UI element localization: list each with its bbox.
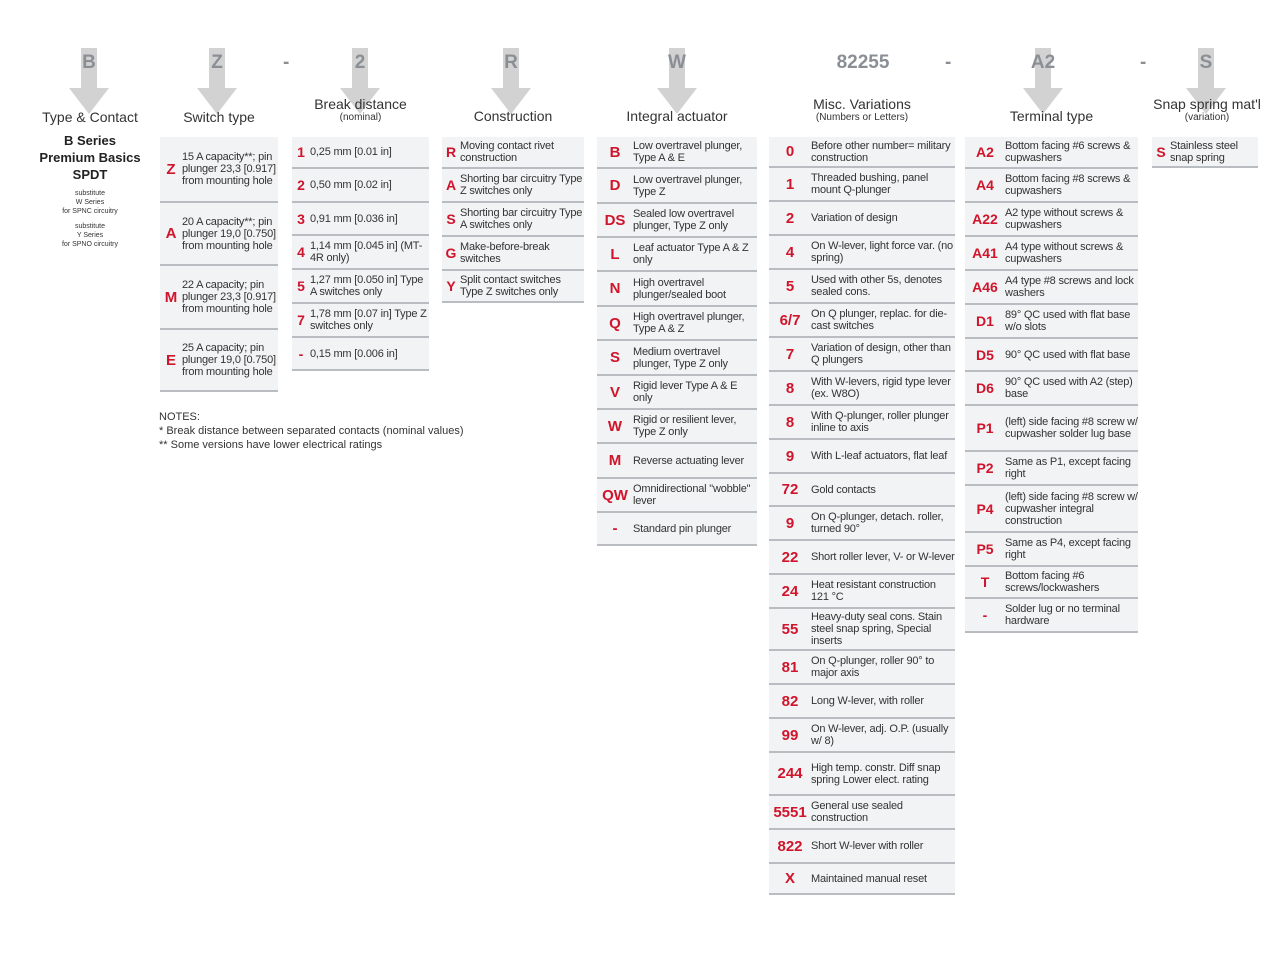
option-description: Shorting bar circuitry Type A switches only — [460, 207, 583, 231]
table-row — [769, 541, 955, 575]
option-code: G — [445, 245, 457, 261]
header-dash: - — [945, 52, 952, 73]
table-row — [965, 452, 1138, 486]
table-row — [769, 651, 955, 685]
option-code: P4 — [976, 500, 994, 517]
option-code: D — [609, 177, 621, 194]
title-integral-actuator: Integral actuator — [626, 108, 728, 124]
table-row — [769, 685, 955, 719]
option-code: 0 — [785, 143, 795, 160]
option-description: Standard pin plunger — [633, 522, 732, 535]
option-code: W — [607, 417, 623, 435]
table-row — [597, 169, 757, 204]
option-description: Leaf actuator Type A & Z only — [633, 242, 749, 266]
series-note: Y Series — [76, 232, 104, 239]
option-description: 0,15 mm [0.006 in] — [310, 347, 398, 360]
table-row — [769, 864, 955, 895]
table-row — [597, 513, 757, 546]
table-row — [1152, 137, 1258, 168]
table-row — [160, 266, 278, 330]
option-description: Short roller lever, V- or W-lever — [811, 551, 955, 563]
option-code: 244 — [777, 765, 803, 782]
option-code: P2 — [976, 460, 994, 476]
table-row — [965, 533, 1138, 567]
table-row — [965, 305, 1138, 339]
table-row — [769, 168, 955, 202]
option-description: On Q-plunger, detach. roller, turned 90° — [811, 511, 944, 535]
table-row — [769, 270, 955, 304]
switch-type-table — [160, 137, 278, 392]
option-description: Heat resistant construction 121 °C — [811, 579, 936, 603]
option-code: 4 — [785, 243, 795, 261]
option-code: A — [165, 225, 177, 242]
table-row — [160, 330, 278, 392]
table-row — [442, 237, 584, 271]
option-code: S — [1156, 143, 1166, 160]
series-note: W Series — [75, 199, 105, 206]
notes-line: * Break distance between separated contacts (nominal values) — [159, 425, 464, 437]
option-code: V — [609, 383, 620, 401]
table-row — [597, 479, 757, 513]
option-description: 25 A capacity; pin plunger 19,0 [0.750] from mounting hole — [182, 342, 276, 378]
table-row — [292, 236, 429, 270]
option-code: Y — [446, 278, 456, 294]
option-description: (left) side facing #8 screw w/ cupwasher integral construction — [1005, 490, 1138, 527]
header-dash: - — [1140, 52, 1147, 73]
series-note: for SPNO circuitry — [61, 241, 118, 248]
table-row — [769, 304, 955, 338]
option-description: Bottom facing #6 screws & cupwashers — [1005, 140, 1131, 164]
option-description: High overtravel plunger, Type A & Z — [633, 311, 745, 335]
terminal-type-table — [965, 137, 1138, 633]
option-description: Before other number= military construction — [811, 139, 951, 164]
option-code: 4 — [297, 244, 305, 260]
code-type-contact: B — [82, 52, 96, 73]
option-description: 20 A capacity**; pin plunger 19,0 [0.750] from mounting hole — [182, 215, 276, 252]
option-description: Same as P1, except facing right — [1005, 456, 1131, 480]
option-description: Low overtravel plunger, Type Z — [633, 173, 743, 198]
option-code: 1 — [785, 175, 795, 193]
option-description: With W-levers, rigid type lever (ex. W8O) — [811, 376, 951, 400]
table-row — [769, 338, 955, 372]
option-code: D6 — [976, 380, 994, 396]
option-description: A4 type #8 screws and lock washers — [1005, 275, 1134, 299]
option-code: 7 — [785, 345, 795, 363]
option-code: QW — [602, 486, 628, 504]
option-code: Z — [166, 160, 176, 178]
table-row — [769, 202, 955, 236]
option-code: A22 — [972, 211, 998, 227]
option-description: On W-lever, light force var. (no spring) — [811, 240, 953, 264]
notes — [159, 410, 464, 452]
option-code: 81 — [781, 658, 799, 676]
option-code: 1 — [297, 144, 305, 160]
code-snap: S — [1199, 52, 1213, 73]
option-code: A — [445, 177, 457, 193]
option-description: Same as P4, except facing right — [1005, 537, 1131, 561]
option-description: (left) side facing #8 screw w/ cupwasher solder lug base — [1005, 416, 1138, 440]
table-row — [769, 575, 955, 609]
table-row — [597, 444, 757, 479]
option-description: Reverse actuating lever — [633, 454, 744, 467]
option-description: On Q-plunger, roller 90° to major axis — [811, 655, 935, 679]
table-row — [292, 304, 429, 338]
table-row — [442, 271, 584, 303]
option-description: 22 A capacity; pin plunger 23,3 [0.917] from mounting hole — [182, 279, 276, 315]
break-distance-table — [292, 137, 429, 371]
option-description: On Q plunger, replac. for die-cast switches — [811, 308, 947, 332]
table-row — [769, 474, 955, 507]
table-row — [769, 609, 955, 651]
table-row — [442, 203, 584, 237]
table-row — [292, 169, 429, 203]
option-code: 5 — [785, 277, 795, 295]
option-description: Sealed low overtravel plunger, Type Z only — [633, 208, 734, 232]
option-description: 90° QC used with flat base — [1005, 348, 1131, 361]
notes-line: ** Some versions have lower electrical ratings — [159, 439, 383, 451]
table-row — [965, 137, 1138, 169]
option-description: General use sealed construction — [811, 800, 903, 824]
table-row — [769, 507, 955, 541]
snap-spring-table — [1152, 137, 1258, 168]
option-code: P1 — [976, 420, 994, 436]
table-row — [965, 372, 1138, 406]
option-description: Low overtravel plunger, Type A & E — [633, 140, 743, 164]
option-description: Omnidirectional "wobble" lever — [633, 483, 751, 507]
table-row — [597, 272, 757, 307]
option-code: S — [446, 211, 456, 227]
option-code: B — [609, 143, 621, 161]
option-description: Gold contacts — [811, 483, 876, 496]
table-row — [442, 137, 584, 169]
table-row — [597, 341, 757, 376]
integral-actuator-table — [597, 137, 757, 546]
option-code: R — [445, 144, 457, 160]
option-description: Stainless steel snap spring — [1170, 139, 1238, 164]
option-description: Solder lug or no terminal hardware — [1005, 603, 1120, 627]
option-description: On W-lever, adj. O.P. (usually w/ 8) — [811, 723, 949, 747]
option-code: A46 — [972, 279, 998, 295]
table-row — [597, 204, 757, 238]
option-code: 9 — [785, 514, 795, 532]
table-row — [769, 137, 955, 168]
option-code: M — [608, 452, 622, 469]
title-terminal: Terminal type — [1009, 108, 1094, 124]
code-switch-type: Z — [211, 52, 223, 73]
title-switch-type: Switch type — [183, 109, 255, 125]
option-description: 0,25 mm [0.01 in] — [310, 146, 392, 158]
option-description: With L-leaf actuators, flat leaf — [811, 450, 948, 462]
option-description: Threaded bushing, panel mount Q-plunger — [811, 172, 929, 196]
option-code: Q — [609, 314, 621, 332]
option-code: 822 — [777, 837, 803, 855]
table-row — [597, 376, 757, 410]
option-description: 1,14 mm [0.045 in] (MT-4R only) — [310, 240, 423, 264]
table-row — [769, 796, 955, 830]
option-description: 0,50 mm [0.02 in] — [310, 179, 392, 191]
series-note: for SPNC circuitry — [62, 208, 118, 215]
option-code: P5 — [976, 541, 994, 557]
title-snap: Snap spring mat'l (variation) — [1153, 96, 1261, 123]
option-description: Variation of design — [811, 212, 898, 224]
option-code: M — [164, 288, 178, 306]
option-code: N — [609, 280, 621, 297]
table-row — [965, 237, 1138, 271]
code-break-distance: 2 — [354, 52, 366, 73]
option-code: 99 — [781, 726, 799, 744]
option-code: 2 — [297, 177, 305, 193]
table-row — [292, 137, 429, 169]
option-code: 5 — [297, 278, 305, 294]
table-row — [597, 410, 757, 444]
option-code: DS — [604, 211, 626, 229]
option-code: 9 — [785, 447, 795, 465]
option-code: E — [165, 351, 176, 369]
table-row — [292, 270, 429, 304]
option-description: Medium overtravel plunger, Type Z only — [633, 345, 728, 370]
table-row — [965, 567, 1138, 599]
option-code: A4 — [976, 177, 994, 193]
table-row — [160, 203, 278, 266]
series-description — [20, 132, 160, 249]
option-description: Used with other 5s, denotes sealed cons. — [811, 274, 942, 298]
table-row — [769, 406, 955, 440]
option-description: Split contact switches Type Z switches only — [460, 274, 561, 298]
option-code: 8 — [785, 379, 795, 397]
option-code: D1 — [976, 313, 994, 329]
table-row — [965, 486, 1138, 533]
series-contact: SPDT — [72, 167, 108, 182]
option-code: 3 — [297, 210, 305, 227]
option-code: L — [610, 245, 620, 263]
option-description: Rigid or resilient lever, Type Z only — [633, 414, 737, 438]
title-misc: Misc. Variations (Numbers or Letters) — [813, 96, 911, 123]
code-construction: R — [504, 52, 518, 73]
table-row — [965, 406, 1138, 452]
table-row — [769, 830, 955, 864]
table-row — [965, 203, 1138, 237]
table-row — [965, 339, 1138, 372]
option-description: Make-before-break switches — [460, 241, 550, 265]
series-family: Premium Basics — [39, 150, 141, 165]
option-description: Bottom facing #8 screws & cupwashers — [1005, 173, 1131, 197]
table-row — [292, 203, 429, 236]
table-row — [769, 372, 955, 406]
option-code: S — [609, 349, 620, 366]
option-description: Heavy-duty seal cons. Stain steel snap spring, Special inserts — [811, 611, 942, 647]
option-description: 90° QC used with A2 (step) base — [1005, 376, 1133, 400]
option-description: Maintained manual reset — [811, 872, 927, 885]
option-code: D5 — [976, 346, 994, 363]
option-code: 24 — [781, 582, 799, 600]
code-misc: 82255 — [836, 52, 890, 73]
option-description: With Q-plunger, roller plunger inline to axis — [811, 410, 949, 434]
code-integral-actuator: W — [668, 52, 686, 73]
option-description: 15 A capacity**; pin plunger 23,3 [0.917] from mounting hole — [182, 151, 276, 187]
notes-title: NOTES: — [159, 411, 200, 423]
option-description: Moving contact rivet construction — [460, 140, 554, 164]
option-description: Variation of design, other than Q plungers — [811, 342, 951, 366]
option-code: 55 — [781, 620, 799, 638]
table-row — [292, 338, 429, 371]
option-code: 82 — [781, 692, 799, 710]
table-row — [160, 137, 278, 203]
option-code: - — [612, 520, 618, 537]
title-construction: Construction — [473, 108, 553, 124]
option-code: 7 — [297, 312, 305, 328]
option-code: 2 — [785, 209, 795, 227]
option-description: 89° QC used with flat base w/o slots — [1005, 309, 1131, 333]
option-description: High temp. constr. Diff snap spring Lower elect. rating — [811, 761, 941, 786]
option-description: 1,27 mm [0.050 in] Type A switches only — [310, 274, 424, 298]
header-dash: - — [283, 52, 290, 73]
table-row — [769, 236, 955, 270]
series-note: substitute — [75, 190, 105, 197]
table-row — [965, 599, 1138, 633]
title-break-distance: Break distance (nominal) — [314, 96, 407, 123]
table-row — [769, 719, 955, 753]
table-row — [597, 307, 757, 341]
option-description: Short W-lever with roller — [811, 840, 924, 852]
option-code: A41 — [972, 245, 998, 261]
table-row — [965, 169, 1138, 203]
table-row — [769, 753, 955, 796]
option-code: A2 — [976, 144, 994, 160]
option-description: Long W-lever, with roller — [811, 695, 924, 707]
title-type-contact: Type & Contact — [42, 109, 138, 125]
option-code: 8 — [785, 413, 795, 431]
option-code: 6/7 — [779, 311, 801, 329]
option-code: T — [980, 574, 990, 590]
option-description: 0,91 mm [0.036 in] — [310, 212, 398, 225]
option-code: - — [982, 607, 988, 623]
option-description: A2 type without screws & cupwashers — [1005, 207, 1124, 231]
series-name: B Series — [63, 133, 117, 148]
option-code: X — [784, 870, 795, 887]
option-description: Bottom facing #6 screws/lockwashers — [1005, 570, 1100, 594]
table-row — [769, 440, 955, 474]
construction-table — [442, 137, 584, 303]
option-description: High overtravel plunger/sealed boot — [633, 276, 726, 301]
option-code: 5551 — [773, 803, 807, 821]
table-row — [597, 137, 757, 169]
table-row — [442, 169, 584, 203]
option-description: Shorting bar circuitry Type Z switches only — [460, 173, 583, 197]
table-row — [965, 271, 1138, 305]
misc-variations-table — [769, 137, 955, 895]
option-code: 22 — [781, 548, 799, 566]
code-terminal: A2 — [1030, 52, 1056, 73]
option-description: A4 type without screws & cupwashers — [1005, 241, 1124, 265]
option-code: 72 — [781, 481, 799, 498]
table-row — [597, 238, 757, 272]
option-description: 1,78 mm [0.07 in] Type Z switches only — [310, 308, 427, 332]
option-description: Rigid lever Type A & E only — [633, 380, 738, 404]
series-note: substitute — [75, 223, 105, 230]
option-code: - — [298, 345, 304, 362]
